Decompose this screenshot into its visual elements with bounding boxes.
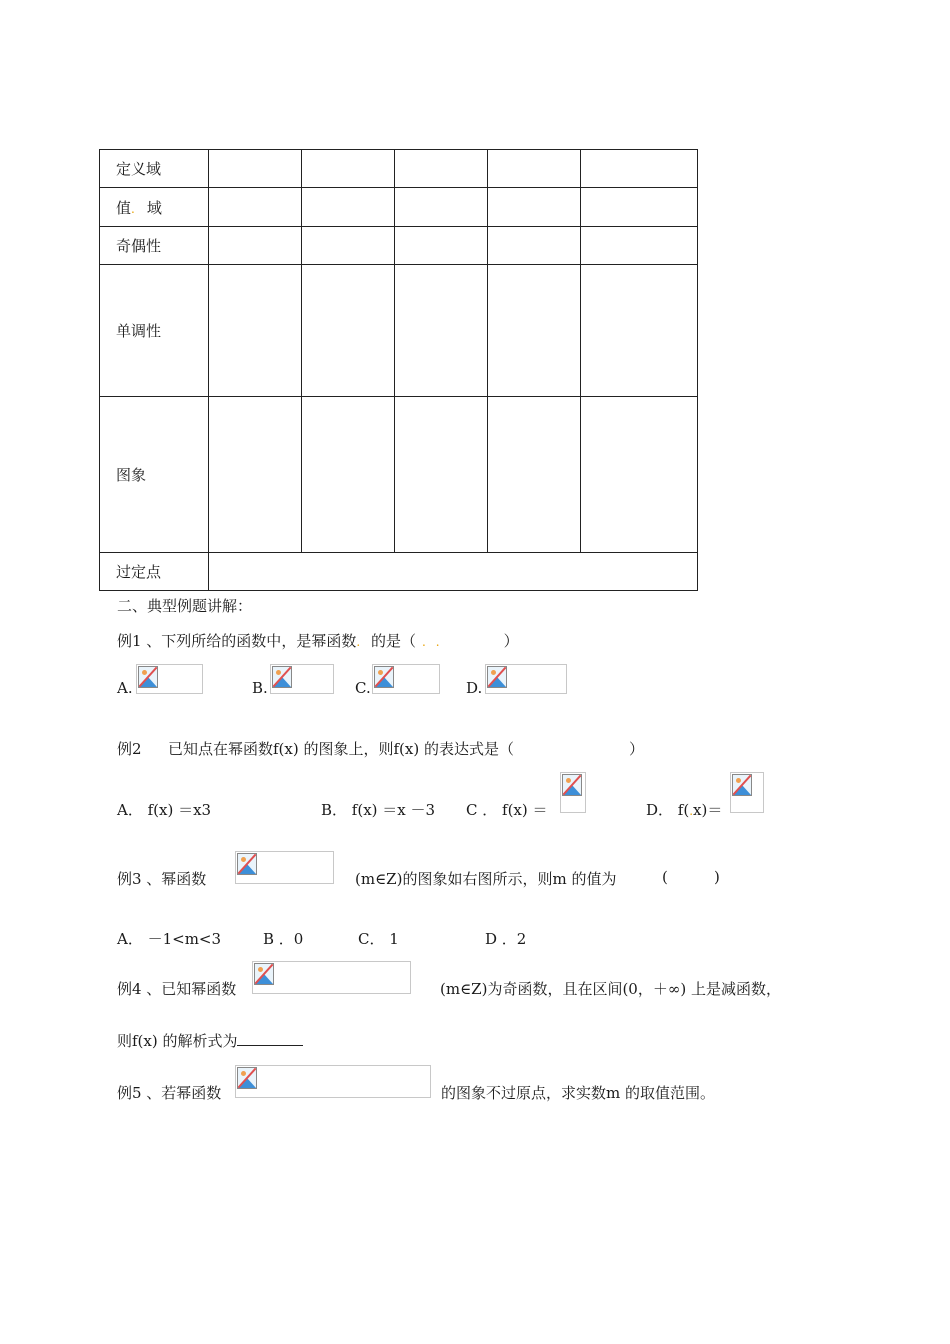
ex2-option-d-b: x)＝ [693, 801, 723, 819]
mark-dot: . [421, 635, 426, 649]
table-cell [302, 188, 395, 227]
broken-image [235, 1065, 431, 1098]
ex2-option-a: A． f(x) ＝x3 [117, 801, 212, 819]
image-placeholder-icon [562, 774, 582, 796]
table-cell [302, 150, 395, 188]
ex2-option-c: C ． f(x) ＝ [466, 801, 548, 819]
ex1-option-c-label: C. [355, 679, 371, 697]
table-cell [395, 265, 488, 397]
table-cell [488, 397, 581, 553]
broken-image [235, 851, 334, 884]
image-placeholder-icon [732, 774, 752, 796]
mark-dot: . [356, 635, 361, 649]
row-label-range-b: 域 [146, 198, 162, 217]
image-placeholder-icon [237, 853, 257, 875]
ex3-option-a: A． －1<m<3 [117, 930, 222, 948]
mark-dot: . [435, 635, 440, 649]
table-cell [488, 227, 581, 265]
row-label-graph: 图象 [100, 397, 209, 553]
ex4-answer-line [117, 1030, 303, 1051]
mark-dot: . [131, 201, 135, 216]
row-label-parity: 奇偶性 [100, 227, 209, 265]
table-cell [581, 188, 698, 227]
table-row [100, 397, 698, 553]
table-cell [581, 150, 698, 188]
ex3-option-d: D ．2 [485, 930, 527, 948]
table-cell [209, 265, 302, 397]
ex3-open-paren: ( [662, 868, 668, 886]
ex3-question: (m∈Z)的图象如右图所示，则m 的值为 [355, 870, 617, 888]
ex2-option-b: B． f(x) ＝x －3 [321, 801, 436, 819]
mark-dot: . [689, 804, 694, 818]
ex3-close-paren: ) [714, 868, 720, 886]
ex3-option-c: C． 1 [358, 930, 399, 948]
ex1-text-c: ） [503, 632, 519, 650]
properties-table [99, 149, 698, 591]
ex1-option-b-label: B. [252, 679, 268, 697]
ex4-label: 例4 、已知幂函数 [117, 980, 237, 998]
table-row [100, 553, 698, 591]
ex2-question: 已知点在幂函数f(x) 的图象上，则f(x) 的表达式是（ [168, 740, 514, 758]
broken-image [136, 664, 203, 694]
row-label-range [100, 188, 209, 227]
broken-image [730, 772, 764, 813]
table-cell [302, 227, 395, 265]
ex2-option-d [646, 799, 722, 820]
table-cell [209, 227, 302, 265]
table-row [100, 150, 698, 188]
table-cell [302, 265, 395, 397]
table-cell [395, 150, 488, 188]
ex1-text-a: 例1 、下列所给的函数中，是幂函数 [117, 632, 357, 650]
answer-blank [237, 1033, 303, 1046]
ex2-label: 例2 [117, 740, 142, 758]
row-label-monotonicity: 单调性 [100, 265, 209, 397]
table-cell [395, 397, 488, 553]
table-cell [302, 397, 395, 553]
broken-image [560, 772, 586, 813]
table-cell [395, 227, 488, 265]
example-1-question [117, 630, 519, 651]
ex3-option-b: B ．0 [263, 930, 304, 948]
table-row [100, 265, 698, 397]
ex1-option-d-label: D. [466, 679, 483, 697]
ex3-label: 例3 、幂函数 [117, 870, 207, 888]
image-placeholder-icon [272, 666, 292, 688]
ex1-text-b: 的是（ [370, 632, 416, 650]
table-cell [581, 397, 698, 553]
table-cell [488, 265, 581, 397]
table-cell [209, 188, 302, 227]
ex2-option-d-a: D． f( [646, 801, 690, 819]
broken-image [485, 664, 567, 694]
ex1-option-a-label: A. [117, 679, 133, 697]
table-row [100, 188, 698, 227]
table-cell [209, 397, 302, 553]
table-cell [581, 265, 698, 397]
image-placeholder-icon [254, 963, 274, 985]
ex2-close-paren: ） [629, 740, 645, 758]
table-row [100, 227, 698, 265]
image-placeholder-icon [138, 666, 158, 688]
table-cell [581, 227, 698, 265]
table-cell [488, 188, 581, 227]
image-placeholder-icon [237, 1067, 257, 1089]
row-label-range-a: 值 [116, 198, 132, 217]
broken-image [270, 664, 334, 694]
table-cell-merged [209, 553, 698, 591]
section-title: 二、典型例题讲解： [117, 597, 253, 615]
broken-image [372, 664, 440, 694]
broken-image [252, 961, 411, 994]
image-placeholder-icon [374, 666, 394, 688]
table-cell [488, 150, 581, 188]
table-cell [209, 150, 302, 188]
ex4-question: (m∈Z)为奇函数，且在区间(0，＋∞) 上是减函数， [440, 980, 781, 998]
row-label-fixed-point: 过定点 [100, 553, 209, 591]
row-label-domain: 定义域 [100, 150, 209, 188]
image-placeholder-icon [487, 666, 507, 688]
table-cell [395, 188, 488, 227]
ex5-question: 的图象不过原点，求实数m 的取值范围。 [441, 1084, 715, 1102]
ex5-label: 例5 、若幂函数 [117, 1084, 222, 1102]
ex4-answer-prompt: 则f(x) 的解析式为 [117, 1032, 238, 1050]
